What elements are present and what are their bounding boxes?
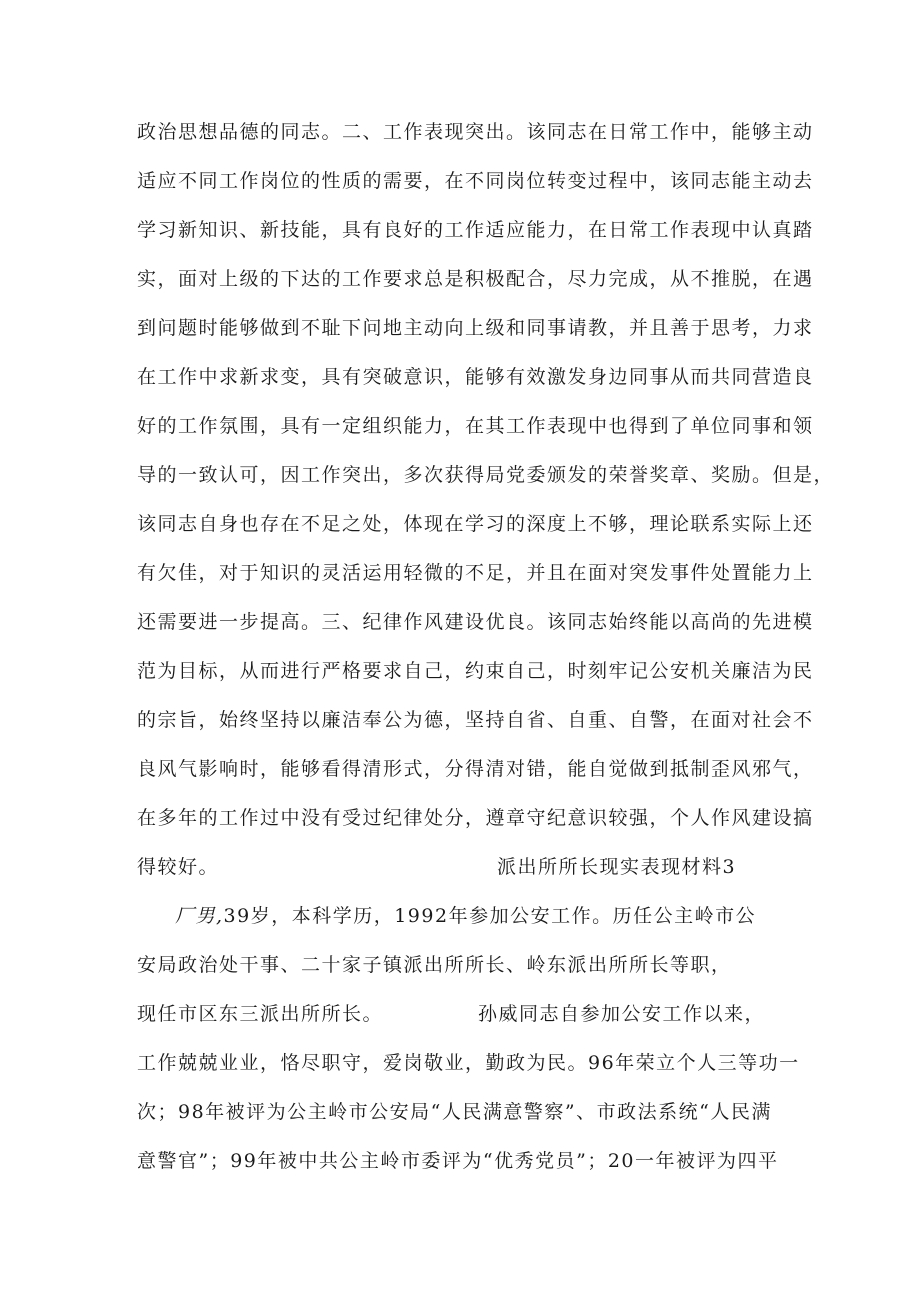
text-line [175, 904, 756, 928]
text-line: 政治思想品德的同志。二、工作表现突出。该同志在日常工作中，能够主动 [137, 121, 814, 143]
text-line: 次；98年被评为公主岭市公安局“人民满意警察”、市政法系统“人民满 [137, 1101, 772, 1123]
text-line-with-title [137, 855, 736, 879]
text-line: 学习新知识、新技能，具有良好的工作适应能力，在日常工作表现中认真踏 [137, 219, 814, 241]
text-line: 好的工作氛围，具有一定组织能力，在其工作表现中也得到了单位同事和领 [137, 415, 814, 437]
text-line: 良风气影响时，能够看得清形式，分得清对错，能自觉做到抵制歪风邪气， [137, 758, 814, 780]
text-line: 在工作中求新求变，具有突破意识，能够有效激发身边同事从而共同营造良 [137, 366, 814, 388]
text-line: 的宗旨，始终坚持以廉洁奉公为德，坚持自省、自重、自警，在面对社会不 [137, 709, 814, 731]
current-post: 现任市区东三派出所所长。 [137, 1003, 384, 1025]
text-line: 还需要进一步提高。三、纪律作风建设优良。该同志始终能以高尚的先进模 [137, 611, 814, 633]
text-line: 到问题时能够做到不耻下问地主动向上级和同事请教，并且善于思考，力求 [137, 317, 814, 339]
paragraph-end: 得较好。 [137, 856, 220, 878]
text-line: 意警官”；99年被中共公主岭市委评为“优秀党员”；20一年被评为四平 [137, 1150, 779, 1172]
text-line: 导的一致认可，因工作突出，多次获得局党委颁发的荣誉奖章、奖励。但是， [137, 464, 835, 486]
text-line: 范为目标，从而进行严格要求自己，约束自己，时刻牢记公安机关廉洁为民 [137, 660, 814, 682]
intro-mark: 厂男, [175, 905, 224, 927]
paragraph-start: 孙威同志自参加公安工作以来， [478, 1003, 766, 1025]
text-line: 安局政治处干事、二十家子镇派出所所长、岭东派出所所长等职， [137, 954, 732, 976]
text-line: 在多年的工作过中没有受过纪律处分，遵章守纪意识较强，个人作风建设搞 [137, 807, 814, 829]
text-line: 适应不同工作岗位的性质的需要，在不同岗位转变过程中，该同志能主动去 [137, 170, 814, 192]
text-line: 该同志自身也存在不足之处，体现在学习的深度上不够，理论联系实际上还 [137, 513, 814, 535]
intro-rest: 39岁，本科学历，1992年参加公安工作。历任公主岭市公 [223, 905, 757, 927]
text-line: 有欠佳，对于知识的灵活运用轻微的不足，并且在面对突发事件处置能力上 [137, 562, 814, 584]
text-line: 实，面对上级的下达的工作要求总是积极配合，尽力完成，从不推脱，在遇 [137, 268, 814, 290]
text-line [137, 1002, 765, 1026]
text-line: 工作兢兢业业，恪尽职守，爱岗敬业，勤政为民。96年荣立个人三等功一 [137, 1052, 800, 1074]
section-title: 派出所所长现实表现材料3 [497, 856, 737, 878]
